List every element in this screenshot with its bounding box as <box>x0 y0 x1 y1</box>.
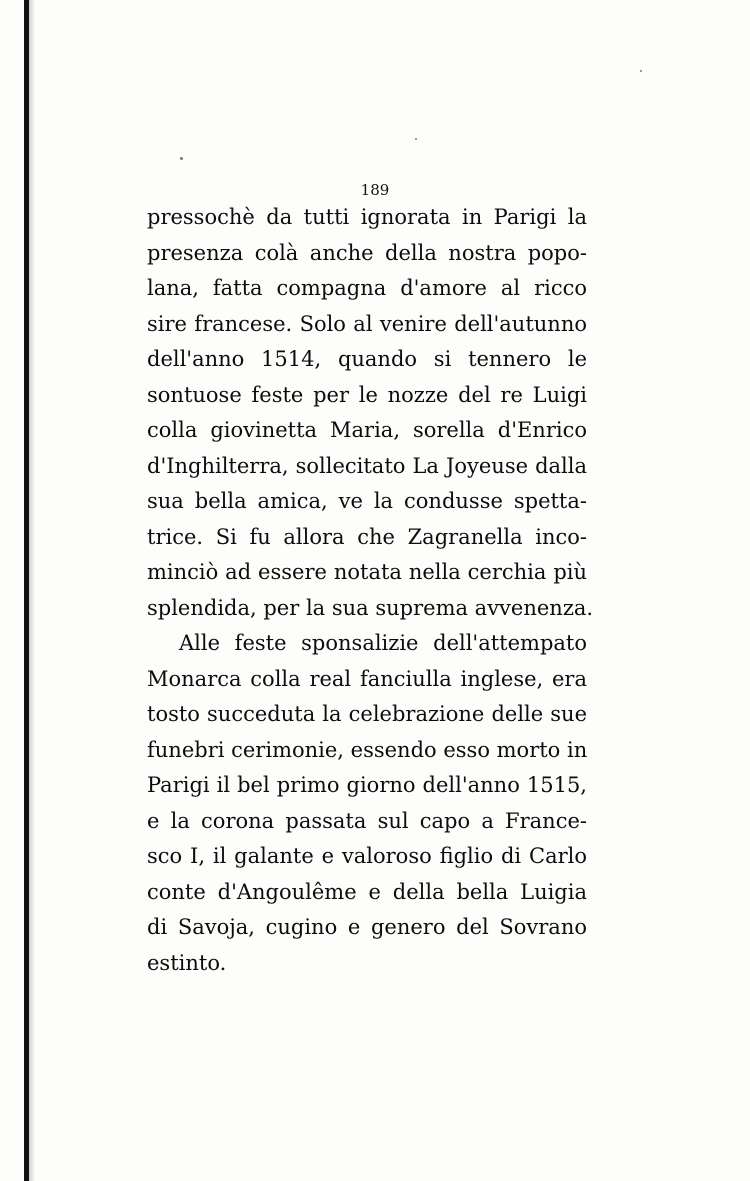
text-line: dell'anno 1514, quando si tennero le <box>147 347 587 371</box>
text-line: splendida, per la sua suprema avvenenza. <box>147 595 594 620</box>
text-line: Monarca colla real fanciulla inglese, era <box>147 666 587 691</box>
body-text <box>147 200 594 981</box>
text-line: lana, fatta compagna d'amore al ricco <box>147 276 587 300</box>
paper-speck <box>180 157 183 160</box>
paper-speck <box>640 70 642 72</box>
text-line: d'Inghilterra, sollecitato La Joyeuse dalla <box>147 453 587 478</box>
text-line: conte d'Angoulême e della bella Luigia <box>147 879 587 904</box>
text-line: sua bella amica, ve la condusse spetta- <box>147 489 587 513</box>
page-number: 189 <box>360 181 390 199</box>
text-line: Alle feste sponsalizie dell'attempato <box>179 631 587 655</box>
text-line: tosto succeduta la celebrazione delle sue <box>147 702 587 726</box>
text-line: colla giovinetta Maria, sorella d'Enrico <box>147 418 587 442</box>
paper-speck <box>415 138 417 140</box>
text-line: pressochè da tutti ignorata in Parigi la <box>147 205 587 229</box>
text-line: sontuose feste per le nozze del re Luigi <box>147 382 587 407</box>
text-line: Parigi il bel primo giorno dell'anno 1515, <box>147 773 587 797</box>
text-line: di Savoja, cugino e genero del Sovrano <box>147 915 587 939</box>
text-line: sire francese. Solo al venire dell'autunno <box>147 311 587 336</box>
binding-shadow <box>29 0 35 1181</box>
text-line: funebri cerimonie, essendo esso morto in <box>147 737 588 762</box>
text-line: sco I, il galante e valoroso figlio di Carlo <box>147 844 587 868</box>
text-line: trice. Si fu allora che Zagranella inco- <box>147 524 587 549</box>
text-line: e la corona passata sul capo a France- <box>147 808 587 833</box>
text-line: estinto. <box>147 950 227 975</box>
text-line: presenza colà anche della nostra popo- <box>147 240 587 265</box>
text-line: minciò ad essere notata nella cerchia più <box>147 560 587 584</box>
